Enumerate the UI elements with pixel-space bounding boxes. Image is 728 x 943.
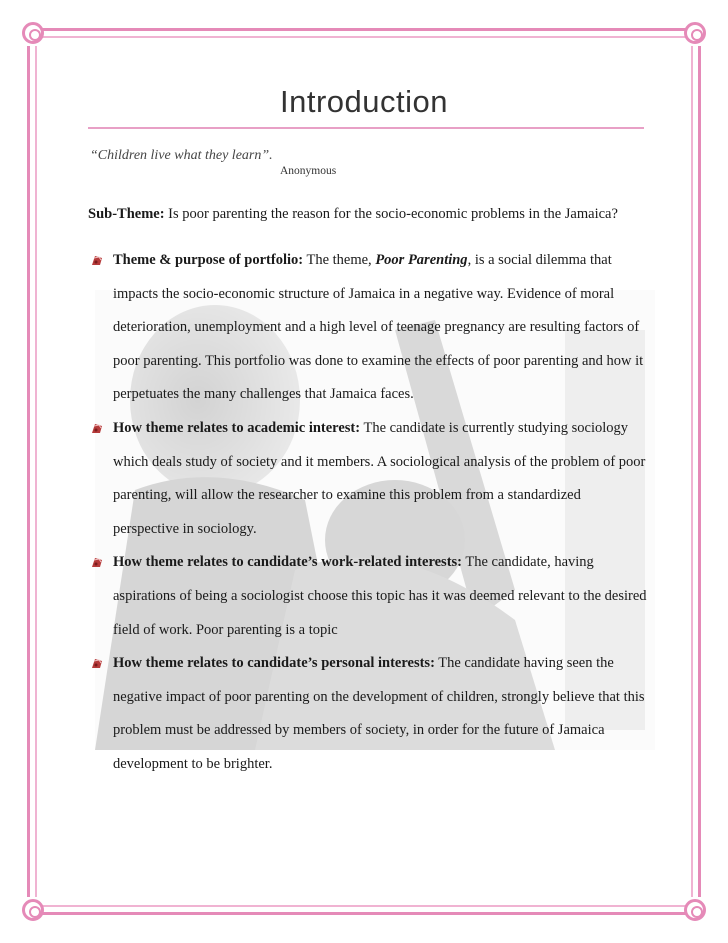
bullet-text: The candidate is currently studying sociology which deals study of society and it members. A sociological analysis of the problem of poor parenting, will allow the researcher to examine this problem from a standardized perspective in sociology. bbox=[113, 419, 646, 537]
border-top-inner-line bbox=[40, 36, 688, 38]
bullet-emphasis: Poor Parenting bbox=[375, 252, 468, 268]
corner-ornament-icon bbox=[22, 899, 44, 921]
rose-bullet-icon bbox=[90, 656, 104, 670]
bullet-text: The candidate having seen the negative impact of poor parenting on the development of children, strongly believe that this problem must be addressed by members of society, in order for the future of Jamaica development to be brighter. bbox=[113, 655, 645, 772]
border-left-inner-line bbox=[35, 46, 37, 897]
border-right-inner-line bbox=[691, 46, 693, 897]
corner-ornament-icon bbox=[22, 22, 44, 44]
bullet-text: , is a social dilemma that impacts the socio-economic structure of Jamaica in a negative way. Evidence of moral deterioration, unemployment and a high level of teenage pregnancy are resulting factors of poor parenting. This portfolio was done to examine the effects of poor parenting and how it perpetuates the many challenges that Jamaica faces. bbox=[113, 252, 644, 403]
bullet-text: The theme, bbox=[303, 252, 376, 268]
epigraph-quote: “Children live what they learn”. bbox=[90, 148, 273, 163]
corner-ornament-icon bbox=[684, 899, 706, 921]
rose-bullet-icon bbox=[90, 421, 104, 435]
rose-bullet-icon bbox=[90, 555, 104, 569]
bullet-work-interest bbox=[90, 546, 650, 647]
sub-theme-text: Is poor parenting the reason for the socio-economic problems in the Jamaica? bbox=[164, 206, 618, 222]
border-top-line bbox=[40, 28, 688, 31]
corner-ornament-icon bbox=[684, 22, 706, 44]
bullet-theme-purpose bbox=[90, 244, 650, 412]
bullet-text: The candidate, having aspirations of being a sociologist choose this topic has it was deemed relevant to the desired field of work. Poor parenting is a topic bbox=[113, 554, 647, 638]
rose-bullet-icon bbox=[90, 253, 104, 267]
sub-theme-label: Sub-Theme: bbox=[88, 206, 165, 222]
bullet-label: Theme & purpose of portfolio: bbox=[113, 252, 304, 268]
bullet-label: How theme relates to candidate’s personal interests: bbox=[113, 655, 435, 672]
border-left-line bbox=[27, 46, 30, 897]
border-bottom-line bbox=[40, 912, 688, 915]
portfolio-bullet-list bbox=[90, 244, 650, 782]
bullet-label: How theme relates to candidate’s work-related interests: bbox=[113, 554, 462, 571]
page-title: Introduction bbox=[280, 84, 448, 119]
title-divider bbox=[88, 127, 644, 129]
epigraph-author: Anonymous bbox=[280, 165, 337, 177]
bullet-personal-interest bbox=[90, 647, 650, 781]
bullet-label: How theme relates to academic interest: bbox=[113, 419, 361, 436]
border-right-line bbox=[698, 46, 701, 897]
bullet-academic-interest bbox=[90, 412, 650, 546]
border-bottom-inner-line bbox=[40, 905, 688, 907]
sub-theme-line bbox=[88, 206, 648, 223]
